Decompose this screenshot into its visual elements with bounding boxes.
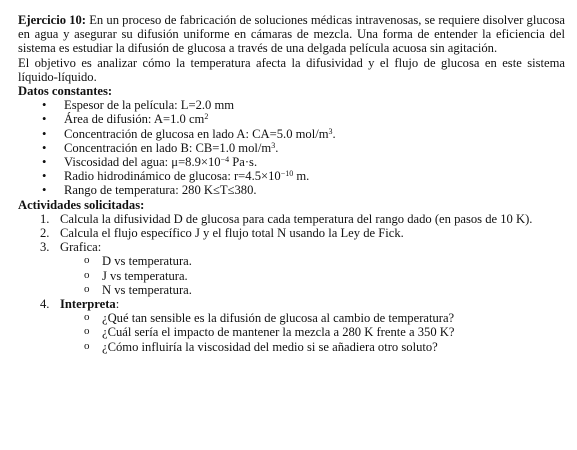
sub-item: o ¿Cómo influiría la viscosidad del medio si se añadiera otro soluto? xyxy=(84,340,565,354)
sub-item: o ¿Qué tan sensible es la difusión de glucosa al cambio de temperatura? xyxy=(84,311,565,325)
activity-item xyxy=(40,212,565,226)
activity-bold-text: Interpreta xyxy=(60,297,116,312)
activity-item xyxy=(40,297,565,354)
activity-text: : xyxy=(115,297,120,312)
constants-list xyxy=(18,98,565,197)
constants-heading: Datos constantes: xyxy=(18,84,113,99)
sub-item: o D vs temperatura. xyxy=(84,254,565,268)
activity-text: Calcula la difusividad D de glucosa para cada temperatura del rango dado (en pasos de 10 K). xyxy=(60,211,533,226)
activities-heading: Actividades solicitadas: xyxy=(18,197,145,212)
constant-item: • Radio hidrodinámico de glucosa: $r=4.5\times 10^{-10}$ m. xyxy=(42,169,565,183)
activities-list xyxy=(18,212,565,354)
constant-item: • Espesor de la película: L=2.0 mm xyxy=(42,98,565,112)
activity-number: 2. xyxy=(40,226,50,241)
sub-item: o J vs temperatura. xyxy=(84,269,565,283)
activity-number: 3. xyxy=(40,240,50,255)
constant-item: • Rango de temperatura: 280 K≤T≤380. xyxy=(42,183,565,197)
activity-text: Calcula el flujo específico J y el flujo total N usando la Ley de Fick. xyxy=(60,226,404,241)
constant-item: • Área de difusión: A=1.0 $cm^2$ xyxy=(42,112,565,126)
activity-item xyxy=(40,226,565,240)
activity-item xyxy=(40,240,565,297)
objective-paragraph: El objetivo es analizar cómo la temperatura afecta la difusividad y el flujo de glucosa en este sistema líquido-líquido. xyxy=(18,55,565,84)
activity-text: Grafica: xyxy=(60,240,102,255)
constant-item: • Concentración en lado B: CB=1.0 mol/$m^3$. xyxy=(42,141,565,155)
sub-item: o N vs temperatura. xyxy=(84,283,565,297)
intro-paragraph xyxy=(18,13,565,56)
sub-item: o ¿Cuál sería el impacto de mantener la mezcla a 280 K frente a 350 K? xyxy=(84,325,565,339)
exercise-label: Ejercicio 10: xyxy=(18,13,87,27)
sub-list xyxy=(60,254,565,297)
constant-item: • Viscosidad del agua: $\mu=8.9\times 10^{-4}$ Pa·s. xyxy=(42,155,565,169)
activity-number: 1. xyxy=(40,211,50,226)
sub-list xyxy=(60,311,565,354)
constant-item: • Concentración de glucosa en lado A: CA=5.0 mol/$m^3$. xyxy=(42,127,565,141)
activity-number: 4. xyxy=(40,297,50,312)
intro-text: En un proceso de fabricación de soluciones médicas intravenosas, se requiere disolver glucosa en agua y asegurar su difusión uniforme en cámaras de mezcla. Una forma de entender la eficiencia del sistema es estudiar la difusión de glucosa a través de una delgada película acuosa sin agitación. xyxy=(18,13,565,56)
